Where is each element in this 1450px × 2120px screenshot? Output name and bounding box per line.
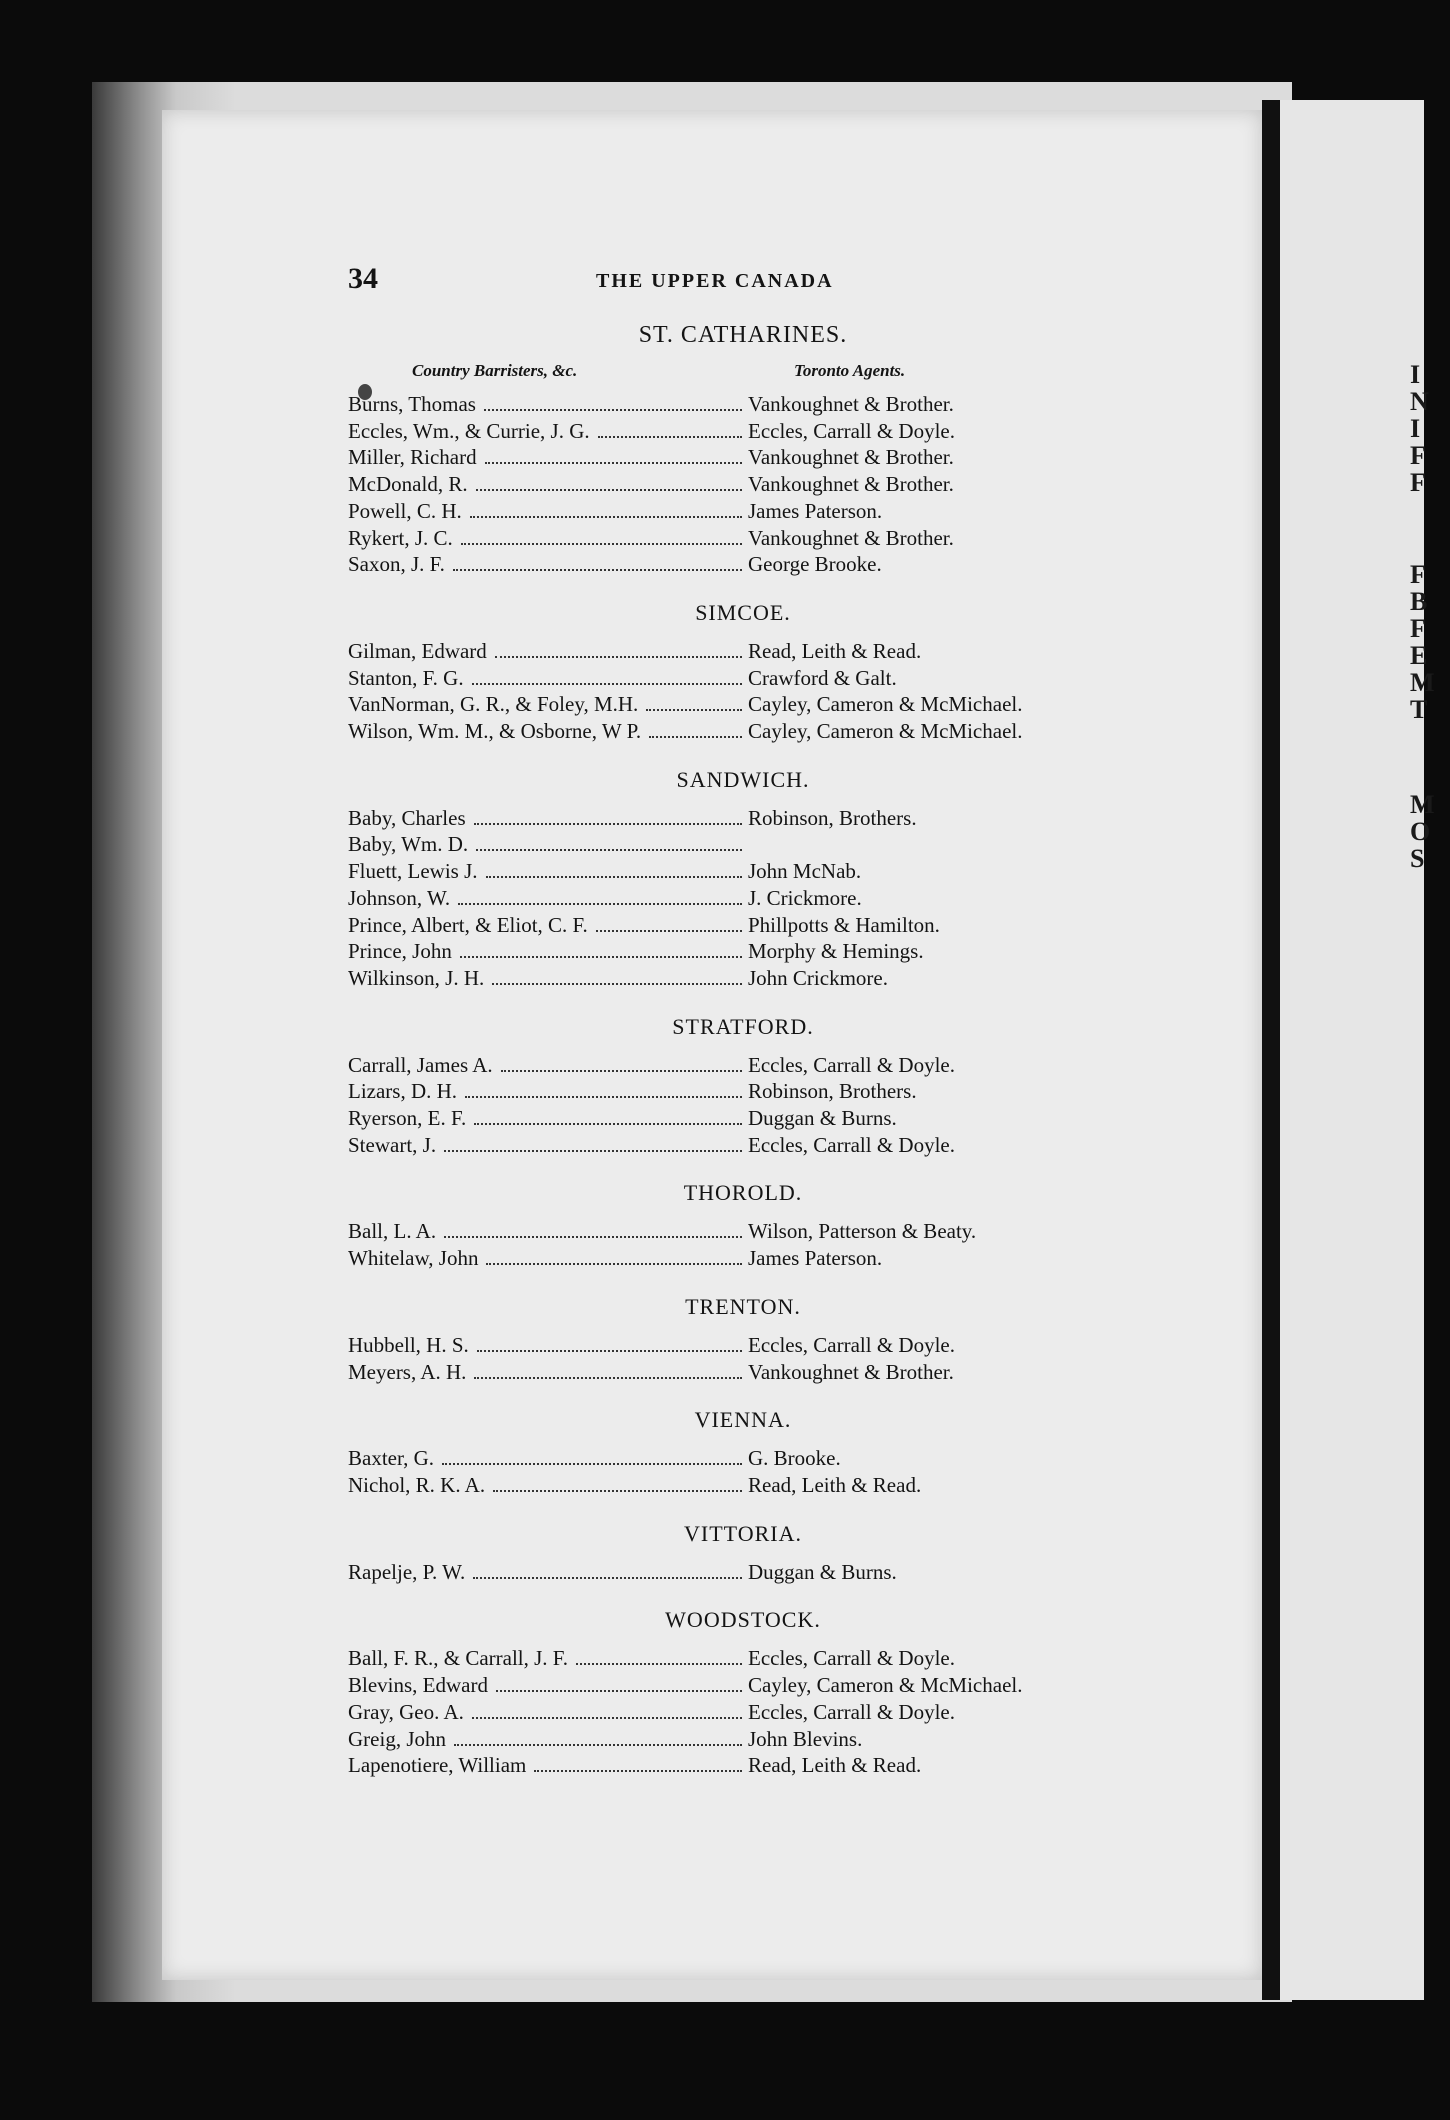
directory-entry [348,912,1108,939]
dot-leader [458,903,742,905]
dot-leader [476,849,742,851]
running-title: THE UPPER CANADA [596,270,834,292]
dot-leader [495,656,742,658]
dot-leader [444,1236,742,1238]
barrister-name: Rapelje, P. W. [348,1559,466,1584]
dot-leader [474,1123,742,1125]
directory-entry [348,938,1108,965]
section-title: STRATFORD. [672,1013,814,1039]
entry-list [348,1218,1108,1271]
barrister-name: Wilkinson, J. H. [348,965,485,990]
barrister-name: Meyers, A. H. [348,1359,467,1384]
toronto-agent: Duggan & Burns. [748,1106,897,1131]
edge-letter: S [1410,844,1425,873]
barrister-name: Ball, F. R., & Carrall, J. F. [348,1646,569,1671]
directory-entry [348,665,1108,692]
toronto-agent: Crawford & Galt. [748,665,897,690]
toronto-agent: Cayley, Cameron & McMichael. [748,1673,1023,1698]
toronto-agent: John McNab. [748,859,862,884]
barrister-name: Lapenotiere, William [348,1753,527,1778]
barrister-name: Nichol, R. K. A. [348,1472,486,1497]
dot-leader [476,489,742,491]
directory-sections [348,322,1108,1779]
toronto-agent: Eccles, Carrall & Doyle. [748,418,956,443]
barrister-name: Carrall, James A. [348,1052,493,1077]
toronto-agent: Cayley, Cameron & McMichael. [748,692,1023,717]
dot-leader [649,736,742,738]
column-header-agents: Toronto Agents. [794,361,906,380]
barrister-name: Ball, L. A. [348,1219,437,1244]
edge-letter: F [1410,614,1426,643]
dot-leader [485,462,742,464]
toronto-agent: Cayley, Cameron & McMichael. [748,719,1023,744]
barrister-name: Saxon, J. F. [348,552,445,577]
dot-leader [486,1263,742,1265]
entry-list [348,391,1108,578]
barrister-name: Ryerson, E. F. [348,1106,467,1131]
toronto-agent: John Blevins. [748,1726,863,1751]
toronto-agent: Vankoughnet & Brother. [748,445,954,470]
entry-list [348,805,1108,992]
edge-letter: I [1410,414,1421,443]
dot-leader [453,569,742,571]
edge-letter: T [1410,695,1428,724]
entry-list [348,1645,1108,1779]
column-headers [348,361,1108,391]
barrister-name: Whitelaw, John [348,1246,479,1271]
directory-entry [348,1218,1108,1245]
dot-leader [492,983,742,985]
adjacent-page [1280,100,1424,2000]
directory-entry [348,1105,1108,1132]
directory-entry [348,1472,1108,1499]
directory-entry [348,1078,1108,1105]
directory-entry [348,1245,1108,1272]
barrister-name: Prince, Albert, & Eliot, C. F. [348,912,588,937]
toronto-agent: Eccles, Carrall & Doyle. [748,1052,956,1077]
directory-entry [348,1645,1108,1672]
barrister-name: Wilson, Wm. M., & Osborne, W P. [348,719,642,744]
dot-leader [484,409,742,411]
directory-entry [348,391,1108,418]
toronto-agent: Wilson, Patterson & Beaty. [748,1219,977,1244]
edge-letter: F [1410,441,1426,470]
dot-leader [474,1377,742,1379]
toronto-agent: Robinson, Brothers. [748,805,917,830]
directory-entry [348,418,1108,445]
toronto-agent: James Paterson. [748,498,883,523]
dot-leader [646,709,742,711]
directory-entry [348,831,1108,858]
toronto-agent: J. Crickmore. [748,885,862,910]
page-number: 34 [348,262,378,295]
page-content [348,262,1108,1801]
dot-leader [454,1744,742,1746]
barrister-name: Johnson, W. [348,885,451,910]
toronto-agent: Read, Leith & Read. [748,1472,922,1497]
barrister-name: Baxter, G. [348,1446,435,1471]
toronto-agent: Vankoughnet & Brother. [748,525,954,550]
edge-letter: B [1410,587,1428,616]
barrister-name: Greig, John [348,1726,446,1751]
barrister-name: Rykert, J. C. [348,525,453,550]
section-title: SANDWICH. [676,766,810,792]
toronto-agent: James Paterson. [748,1246,883,1271]
edge-letter: O [1410,817,1431,846]
section-title: SIMCOE. [695,599,791,625]
section-title: TRENTON. [685,1293,801,1319]
directory-entry [348,1052,1108,1079]
column-header-barristers: Country Barristers, &c. [412,361,578,380]
directory-entry [348,1132,1108,1159]
toronto-agent: Eccles, Carrall & Doyle. [748,1332,956,1357]
barrister-name: Stanton, F. G. [348,665,464,690]
dot-leader [465,1096,742,1098]
toronto-agent: Read, Leith & Read. [748,638,922,663]
edge-letter: I [1410,360,1421,389]
entry-list [348,638,1108,745]
toronto-agent: Vankoughnet & Brother. [748,1359,954,1384]
directory-entry [348,1445,1108,1472]
directory-entry [348,638,1108,665]
dot-leader [472,1717,742,1719]
directory-entry [348,1359,1108,1386]
barrister-name: Blevins, Edward [348,1673,488,1698]
barrister-name: Miller, Richard [348,445,477,470]
edge-letter: M [1410,790,1435,819]
book-gutter [1262,100,1280,2000]
directory-entry [348,718,1108,745]
edge-letter: M [1410,668,1435,697]
barrister-name: Lizars, D. H. [348,1079,458,1104]
edge-letter: E [1410,641,1428,670]
dot-leader [470,516,742,518]
directory-entry [348,1672,1108,1699]
toronto-agent: Robinson, Brothers. [748,1079,917,1104]
entry-list [348,1559,1108,1586]
dot-leader [472,683,742,685]
directory-entry [348,525,1108,552]
toronto-agent: Duggan & Burns. [748,1559,897,1584]
directory-entry [348,1726,1108,1753]
section-title: ST. CATHARINES. [638,322,848,348]
barrister-name: VanNorman, G. R., & Foley, M.H. [348,692,639,717]
directory-entry [348,1752,1108,1779]
directory-entry [348,1332,1108,1359]
dot-leader [477,1350,742,1352]
directory-entry [348,551,1108,578]
barrister-name: Stewart, J. [348,1132,437,1157]
dot-leader [486,876,743,878]
directory-entry [348,498,1108,525]
entry-list [348,1052,1108,1159]
barrister-name: Fluett, Lewis J. [348,859,478,884]
barrister-name: Baby, Charles [348,805,466,830]
running-head [348,262,1108,302]
directory-entry [348,691,1108,718]
dot-leader [501,1070,742,1072]
dot-leader [576,1663,742,1665]
toronto-agent: Eccles, Carrall & Doyle. [748,1699,956,1724]
dot-leader [444,1150,742,1152]
dot-leader [598,436,742,438]
toronto-agent: Eccles, Carrall & Doyle. [748,1646,956,1671]
directory-entry [348,1559,1108,1586]
directory-entry [348,471,1108,498]
toronto-agent: Eccles, Carrall & Doyle. [748,1132,956,1157]
barrister-name: Gray, Geo. A. [348,1699,464,1724]
toronto-agent: George Brooke. [748,552,882,577]
toronto-agent: Morphy & Hemings. [748,939,924,964]
barrister-name: Prince, John [348,939,452,964]
dot-leader [596,930,742,932]
directory-entry [348,885,1108,912]
directory-entry [348,858,1108,885]
edge-letter: N [1410,387,1429,416]
dot-leader [474,823,742,825]
barrister-name: McDonald, R. [348,472,468,497]
toronto-agent: Vankoughnet & Brother. [748,392,954,416]
barrister-name: Powell, C. H. [348,498,462,523]
directory-entry [348,444,1108,471]
barrister-name: Hubbell, H. S. [348,1332,469,1357]
dot-leader [460,956,742,958]
toronto-agent: Vankoughnet & Brother. [748,472,954,497]
dot-leader [496,1690,742,1692]
barrister-name: Baby, Wm. D. [348,832,469,857]
toronto-agent: G. Brooke. [748,1446,841,1471]
directory-entry [348,805,1108,832]
dot-leader [493,1490,742,1492]
directory-entry [348,965,1108,992]
toronto-agent: Phillpotts & Hamilton. [748,912,940,937]
section-title: VITTORIA. [684,1520,802,1546]
barrister-name: Burns, Thomas [348,392,476,416]
toronto-agent: Read, Leith & Read. [748,1753,922,1778]
dot-leader [473,1577,742,1579]
barrister-name: Eccles, Wm., & Currie, J. G. [348,418,590,443]
entry-list [348,1332,1108,1385]
dot-leader [461,543,742,545]
section-title: VIENNA. [694,1407,792,1433]
edge-letter: F [1410,468,1426,497]
barrister-name: Gilman, Edward [348,638,487,663]
dot-leader [442,1463,742,1465]
dot-leader [534,1770,742,1772]
section-title: THOROLD. [683,1180,803,1206]
edge-letter: F [1410,560,1426,589]
entry-list [348,1445,1108,1498]
section-title: WOODSTOCK. [665,1607,821,1633]
toronto-agent: John Crickmore. [748,965,888,990]
directory-entry [348,1699,1108,1726]
